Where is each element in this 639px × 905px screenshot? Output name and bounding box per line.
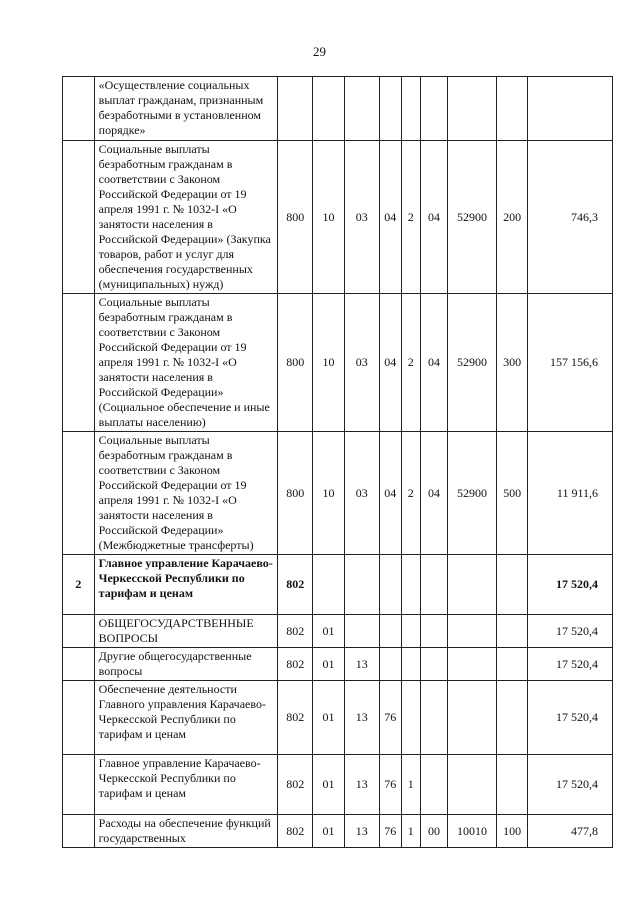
direction-code xyxy=(448,755,497,815)
table-row xyxy=(63,432,613,555)
row-number xyxy=(63,681,95,755)
direction-code xyxy=(448,615,497,648)
program-code xyxy=(379,615,401,648)
event-code xyxy=(420,681,447,755)
row-number xyxy=(63,755,95,815)
program-code xyxy=(379,555,401,615)
program-code: 76 xyxy=(379,755,401,815)
row-number xyxy=(63,432,95,555)
subprogram-code: 1 xyxy=(401,755,420,815)
event-code xyxy=(420,555,447,615)
expense-type-code: 100 xyxy=(496,815,528,848)
section-code: 01 xyxy=(313,755,345,815)
amount: 746,3 xyxy=(528,141,613,294)
section-code: 10 xyxy=(313,432,345,555)
ved-code: 802 xyxy=(278,681,313,755)
subprogram-code: 2 xyxy=(401,294,420,432)
table-row xyxy=(63,615,613,648)
row-name: Обеспечение деятельности Главного управления Карачаево-Черкесской Республики по тарифам и ценам xyxy=(94,681,278,755)
amount: 17 520,4 xyxy=(528,615,613,648)
program-code: 76 xyxy=(379,681,401,755)
subsection-code: 13 xyxy=(344,815,379,848)
expense-type-code xyxy=(496,77,528,141)
row-name: «Осуществление социальных выплат гражданам, признанным безработными в установленном порядке» xyxy=(94,77,278,141)
subsection-code: 03 xyxy=(344,294,379,432)
amount: 157 156,6 xyxy=(528,294,613,432)
row-name: Главное управление Карачаево-Черкесской Республики по тарифам и ценам xyxy=(94,555,278,615)
section-code: 01 xyxy=(313,648,345,681)
program-code: 04 xyxy=(379,432,401,555)
subprogram-code xyxy=(401,615,420,648)
table-row xyxy=(63,77,613,141)
subsection-code xyxy=(344,615,379,648)
program-code xyxy=(379,77,401,141)
table-row xyxy=(63,294,613,432)
row-name: Другие общегосударственные вопросы xyxy=(94,648,278,681)
subsection-code: 13 xyxy=(344,648,379,681)
direction-code xyxy=(448,681,497,755)
row-name: Социальные выплаты безработным гражданам в соответствии с Законом Российской Федерации от 19 апреля 1991 г. № 1032-I «О занятости населения в Российской Федерации» (Межбюджетные трансферты) xyxy=(94,432,278,555)
section-code: 10 xyxy=(313,294,345,432)
subprogram-code: 1 xyxy=(401,815,420,848)
program-code: 04 xyxy=(379,294,401,432)
event-code xyxy=(420,77,447,141)
section-code xyxy=(313,555,345,615)
event-code: 04 xyxy=(420,294,447,432)
expense-type-code xyxy=(496,615,528,648)
subsection-code: 03 xyxy=(344,141,379,294)
amount: 17 520,4 xyxy=(528,555,613,615)
direction-code xyxy=(448,648,497,681)
page-number: 29 xyxy=(313,44,326,59)
program-code xyxy=(379,648,401,681)
ved-code: 800 xyxy=(278,432,313,555)
amount xyxy=(528,77,613,141)
row-number xyxy=(63,141,95,294)
event-code xyxy=(420,648,447,681)
ved-code: 800 xyxy=(278,294,313,432)
ved-code: 802 xyxy=(278,615,313,648)
expense-type-code xyxy=(496,755,528,815)
expense-type-code: 500 xyxy=(496,432,528,555)
subprogram-code xyxy=(401,648,420,681)
section-code xyxy=(313,77,345,141)
event-code xyxy=(420,615,447,648)
program-code: 76 xyxy=(379,815,401,848)
table-row xyxy=(63,681,613,755)
program-code: 04 xyxy=(379,141,401,294)
event-code: 04 xyxy=(420,141,447,294)
row-number xyxy=(63,77,95,141)
subprogram-code: 2 xyxy=(401,141,420,294)
event-code xyxy=(420,755,447,815)
section-code: 01 xyxy=(313,815,345,848)
section-code: 01 xyxy=(313,615,345,648)
direction-code: 10010 xyxy=(448,815,497,848)
ved-code: 802 xyxy=(278,755,313,815)
expense-type-code xyxy=(496,555,528,615)
row-name: Социальные выплаты безработным гражданам в соответствии с Законом Российской Федерации от 19 апреля 1991 г. № 1032-I «О занятости населения в Российской Федерации» (Социальное обеспечение и иные выплаты населению) xyxy=(94,294,278,432)
budget-table xyxy=(62,76,613,848)
subprogram-code xyxy=(401,77,420,141)
row-name: Расходы на обеспечение функций государственных xyxy=(94,815,278,848)
table-row xyxy=(63,755,613,815)
row-number xyxy=(63,294,95,432)
ved-code: 802 xyxy=(278,815,313,848)
subsection-code: 03 xyxy=(344,432,379,555)
ved-code: 802 xyxy=(278,555,313,615)
row-number xyxy=(63,615,95,648)
section-code: 10 xyxy=(313,141,345,294)
subprogram-code xyxy=(401,681,420,755)
subprogram-code: 2 xyxy=(401,432,420,555)
table-row xyxy=(63,815,613,848)
row-name: Социальные выплаты безработным гражданам в соответствии с Законом Российской Федерации от 19 апреля 1991 г. № 1032-I «О занятости населения в Российской Федерации» (Закупка товаров, работ и услуг для обеспечения государственных (муниципальных) нужд) xyxy=(94,141,278,294)
table-row xyxy=(63,555,613,615)
amount: 477,8 xyxy=(528,815,613,848)
subsection-code xyxy=(344,77,379,141)
row-number xyxy=(63,648,95,681)
table-body xyxy=(63,77,613,848)
section-code: 01 xyxy=(313,681,345,755)
expense-type-code xyxy=(496,681,528,755)
direction-code xyxy=(448,77,497,141)
subsection-code xyxy=(344,555,379,615)
expense-type-code xyxy=(496,648,528,681)
subsection-code: 13 xyxy=(344,755,379,815)
event-code: 04 xyxy=(420,432,447,555)
subprogram-code xyxy=(401,555,420,615)
subsection-code: 13 xyxy=(344,681,379,755)
direction-code: 52900 xyxy=(448,294,497,432)
ved-code: 800 xyxy=(278,141,313,294)
ved-code: 802 xyxy=(278,648,313,681)
amount: 17 520,4 xyxy=(528,648,613,681)
row-name: ОБЩЕГОСУДАРСТВЕННЫЕ ВОПРОСЫ xyxy=(94,615,278,648)
direction-code xyxy=(448,555,497,615)
expense-type-code: 300 xyxy=(496,294,528,432)
amount: 17 520,4 xyxy=(528,681,613,755)
ved-code xyxy=(278,77,313,141)
event-code: 00 xyxy=(420,815,447,848)
direction-code: 52900 xyxy=(448,432,497,555)
amount: 11 911,6 xyxy=(528,432,613,555)
table-row xyxy=(63,648,613,681)
row-number: 2 xyxy=(63,555,95,615)
direction-code: 52900 xyxy=(448,141,497,294)
amount: 17 520,4 xyxy=(528,755,613,815)
expense-type-code: 200 xyxy=(496,141,528,294)
row-number xyxy=(63,815,95,848)
row-name: Главное управление Карачаево-Черкесской Республики по тарифам и ценам xyxy=(94,755,278,815)
table-row xyxy=(63,141,613,294)
